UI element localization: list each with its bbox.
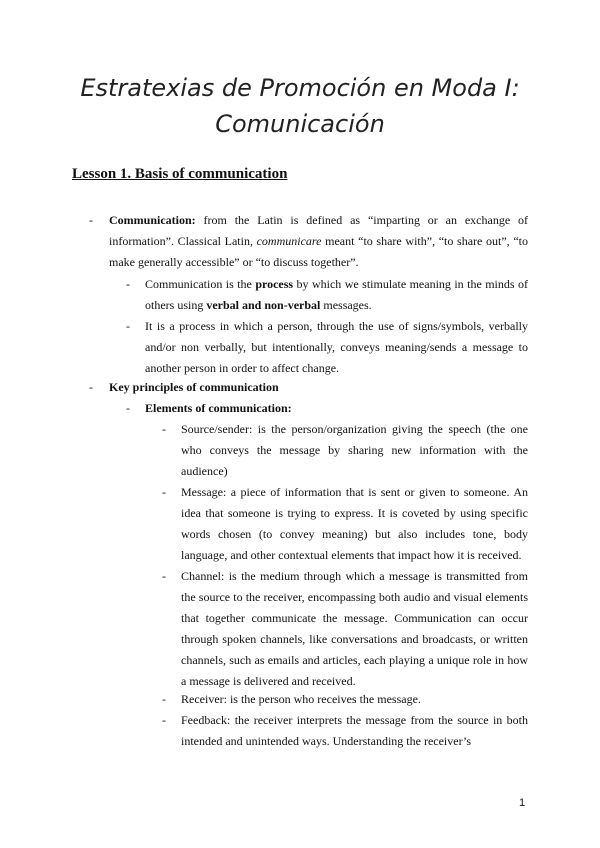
communication-label: Communication:: [109, 213, 196, 227]
bullet-dash: -: [162, 692, 166, 706]
page-number: 1: [519, 797, 526, 809]
bullet-dash: -: [162, 485, 166, 499]
message-item: Message: a piece of information that is sent or given to someone. An idea that someone is trying to express. It is coveted by using specific words chosen (to convey meaning) but also includes tone, body language, and other contextual elements that impact how it is received.: [181, 485, 528, 562]
sub1-bold-process: process: [255, 277, 294, 291]
latin-word: communicare: [256, 234, 322, 248]
bullet-dash: -: [162, 569, 166, 583]
bullet-dash: -: [126, 277, 130, 291]
source-sender-item: Source/sender: is the person/organization giving the speech (the one who conveys the message by sharing new information with the audience): [181, 422, 528, 478]
document-title: [0, 70, 600, 142]
bullet-dash: -: [126, 319, 130, 333]
key-principles-label: Key principles of communication: [109, 380, 279, 394]
title-line-1: Estratexias de Promoción en Moda I:: [80, 74, 520, 102]
communication-text-a: from the Latin is defined as “imparting or an exchange of information”. Classical Latin,: [109, 213, 528, 248]
bullet-dash: -: [89, 380, 93, 394]
communication-process-item: [145, 274, 528, 316]
lesson-heading: Lesson 1. Basis of communication: [72, 166, 288, 182]
channel-item: Channel: is the medium through which a message is transmitted from the source to the receiver, encompassing both audio and visual elements that together communicate the message. Communication can occur through spoken channels, like conversations and broadcasts, or written channels, such as emails and articles, each playing a unique role in how a message is delivered and received.: [181, 569, 528, 688]
feedback-item: Feedback: the receiver interprets the message from the source in both intended and unintended ways. Understanding the receiver’s: [181, 713, 528, 748]
sub1-text-b: by which we stimulate meaning in the minds of others using: [145, 277, 528, 312]
sub1-bold-verbal: verbal and non-verbal: [206, 298, 321, 312]
receiver-item: Receiver: is the person who receives the message.: [181, 692, 421, 706]
bullet-dash: -: [89, 213, 93, 227]
elements-label: Elements of communication:: [145, 401, 292, 415]
sub1-text-c: messages.: [320, 298, 372, 312]
communication-signs-item: It is a process in which a person, through the use of signs/symbols, verbally and/or non verbally, but intentionally, conveys meaning/sends a message to another person in order to affect change.: [145, 319, 528, 375]
bullet-dash: -: [126, 401, 130, 415]
communication-text-b: meant “to share with”, “to share out”, “to make generally accessible” or “to discuss together”.: [109, 234, 528, 269]
bullet-dash: -: [162, 422, 166, 436]
title-line-2: Comunicación: [215, 110, 385, 138]
elements-heading: [145, 398, 528, 419]
communication-paragraph: [109, 210, 528, 273]
sub1-text-a: Communication is the: [145, 277, 256, 291]
bullet-dash: -: [162, 713, 166, 727]
key-principles-heading: [109, 377, 528, 398]
